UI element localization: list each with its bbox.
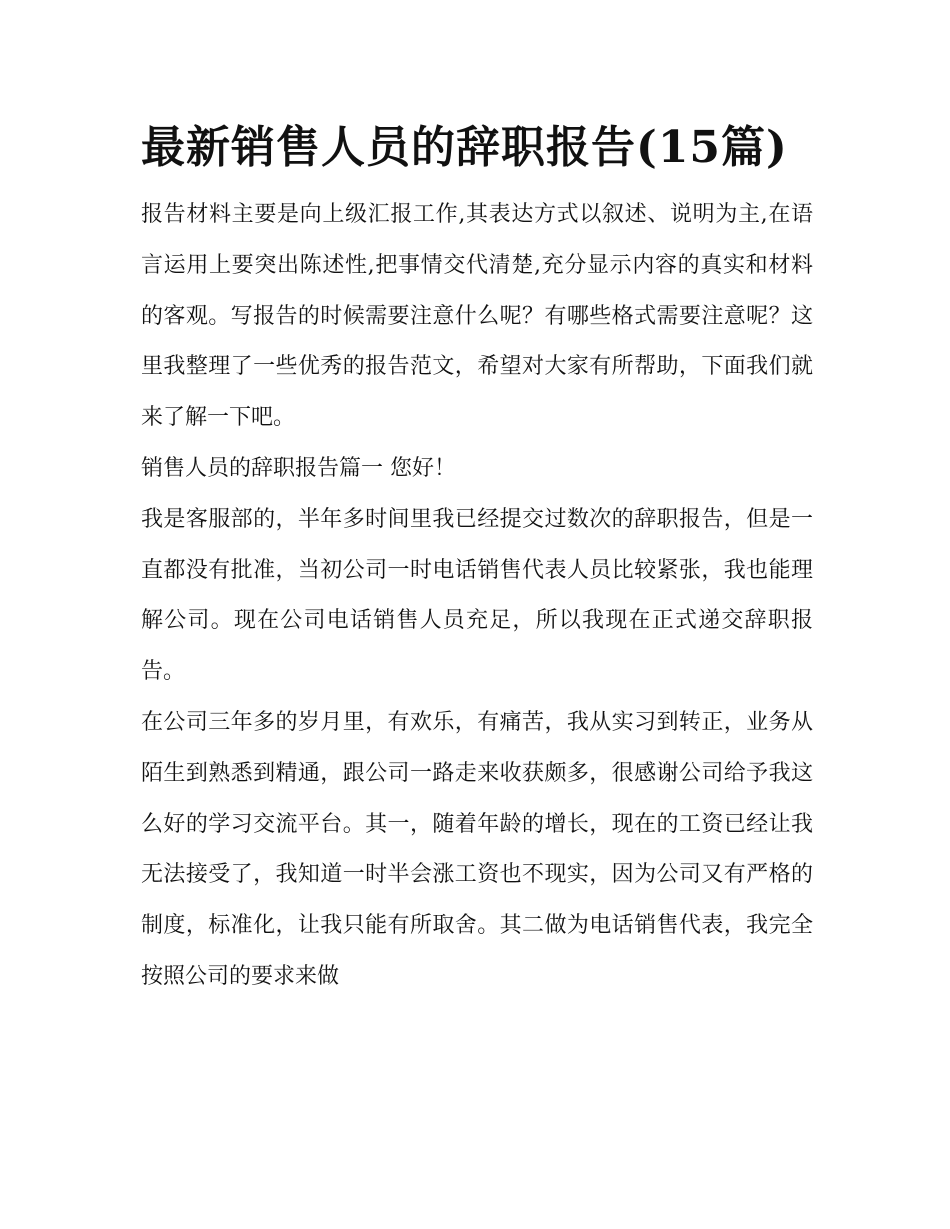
document-body <box>141 112 813 1003</box>
section-heading-paragraph: 销售人员的辞职报告篇一 您好！ <box>141 455 456 481</box>
body-paragraph-1: 我是客服部的，半年多时间里我已经提交过数次的辞职报告，但是一直都没有批准，当初公司一时电话销售代表人员比较紧张，我也能理解公司。现在公司电话销售人员充足，所以我现在正式递交辞职报告。 <box>141 506 813 685</box>
intro-paragraph: 报告材料主要是向上级汇报工作,其表达方式以叙述、说明为主,在语言运用上要突出陈述性,把事情交代清楚,充分显示内容的真实和材料的客观。写报告的时候需要注意什么呢？有哪些格式需要注意呢？这里我整理了一些优秀的报告范文，希望对大家有所帮助，下面我们就来了解一下吧。 <box>141 202 813 431</box>
document-title: 最新销售人员的辞职报告(15篇) <box>141 122 788 173</box>
body-paragraph-2: 在公司三年多的岁月里，有欢乐，有痛苦，我从实习到转正，业务从陌生到熟悉到精通，跟公司一路走来收获颇多，很感谢公司给予我这么好的学习交流平台。其一，随着年龄的增长，现在的工资已经让我无法接受了，我知道一时半会涨工资也不现实，因为公司又有严格的制度，标准化，让我只能有所取舍。其二做为电话销售代表，我完全按照公司的要求来做 <box>141 709 813 989</box>
